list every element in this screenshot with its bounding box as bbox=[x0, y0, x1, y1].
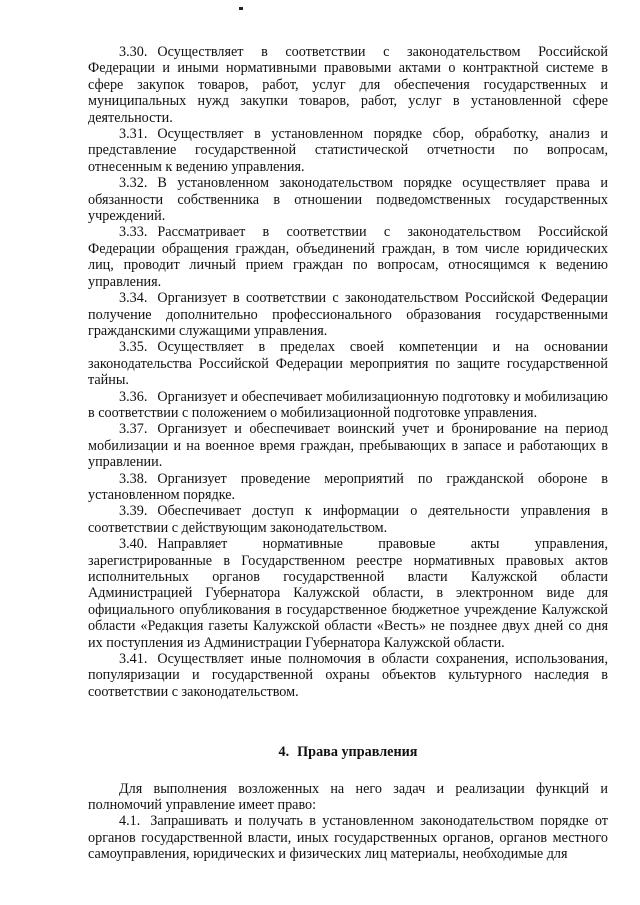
paragraph-text: Осуществляет в пределах своей компетенции и на основании законодательства Российской Федерации мероприятия по защите государственной тайны. bbox=[88, 339, 608, 389]
paragraph-text: Осуществляет в установленном порядке сбор, обработку, анализ и представление государственной статистической отчетности по вопросам, отнесенным к ведению управления. bbox=[88, 126, 608, 175]
paragraph-number: 3.41. bbox=[119, 651, 148, 668]
paragraph-4-1 bbox=[88, 813, 608, 862]
paragraph-text: Организует и обеспечивает воинский учет и бронирование на период мобилизации и на военное время граждан, пребывающих в запасе и работающих в управлении. bbox=[88, 421, 608, 471]
section-title: Права управления bbox=[297, 744, 418, 761]
section-4-heading bbox=[88, 744, 608, 760]
paragraph-number: 3.40. bbox=[119, 536, 148, 553]
paragraph-text: Организует проведение мероприятий по гражданской обороне в установленном порядке. bbox=[88, 470, 608, 503]
paragraph-text: В установленном законодательством порядке осуществляет права и обязанности собственника в отношении подведомственных государственных учреждений. bbox=[88, 175, 608, 225]
paragraph-text: Обеспечивает доступ к информации о деятельности управления в соответствии с действующим законодательством. bbox=[88, 503, 608, 536]
section-4-intro: Для выполнения возложенных на него задач и реализации функций и полномочий управление имеет право: bbox=[88, 780, 608, 814]
paragraph-number: 3.33. bbox=[119, 224, 148, 241]
document-body bbox=[88, 44, 608, 863]
paragraph-number: 3.38. bbox=[119, 470, 148, 487]
paragraph-3-40 bbox=[88, 536, 608, 651]
paragraph-number: 3.34. bbox=[119, 290, 148, 307]
paragraph-3-30 bbox=[88, 44, 608, 126]
paragraph-number: 3.39. bbox=[119, 503, 148, 520]
paragraph-number: 3.35. bbox=[119, 339, 148, 356]
paragraph-text: Организует и обеспечивает мобилизационную подготовку и мобилизацию в соответствии с положением о мобилизационной подготовке управления. bbox=[88, 388, 608, 421]
paragraph-number: 3.37. bbox=[119, 421, 148, 438]
paragraph-number: 3.32. bbox=[119, 175, 148, 192]
paragraph-3-34 bbox=[88, 290, 608, 339]
section-3-list bbox=[88, 44, 608, 700]
paragraph-number: 4.1. bbox=[119, 813, 141, 830]
paragraph-3-33 bbox=[88, 224, 608, 290]
paragraph-3-39 bbox=[88, 503, 608, 536]
paragraph-3-38 bbox=[88, 471, 608, 504]
section-number: 4. bbox=[278, 744, 290, 761]
scan-mark bbox=[239, 7, 243, 10]
paragraph-text: Осуществляет в соответствии с законодательством Российской Федерации и иными нормативными правовыми актами о контрактной системе в сфере закупок товаров, работ, услуг для обеспечения государственных и муниципальных нужд закупки товаров, работ, услуг в установленной сфере деятельности. bbox=[88, 44, 608, 126]
paragraph-3-35 bbox=[88, 339, 608, 388]
paragraph-3-41 bbox=[88, 651, 608, 700]
paragraph-number: 3.30. bbox=[119, 44, 148, 60]
paragraph-3-36 bbox=[88, 389, 608, 422]
paragraph-text: Рассматривает в соответствии с законодательством Российской Федерации обращения граждан, объединений граждан, в том числе юридических лиц, проводит личный прием граждан по вопросам, относящимся к ведению управления. bbox=[88, 224, 608, 290]
paragraph-text: Направляет нормативные правовые акты управления, зарегистрированные в Государственном реестре нормативных правовых актов исполнительных органов государственной власти Калужской области Администрацией Губернатора Калужской области, в электронном виде для официального опубликования в государственное бюджетное учреждение Калужской области «Редакция газеты Калужской области «Весть» не позднее двух дней со дня их поступления из Администрации Губернатора Калужской области. bbox=[88, 536, 608, 651]
paragraph-text: Запрашивать и получать в установленном законодательством порядке от органов государственной власти, иных государственных органов, органов местного самоуправления, юридических и физических лиц материалы, необходимые для bbox=[88, 813, 608, 863]
paragraph-3-37 bbox=[88, 421, 608, 470]
paragraph-3-31 bbox=[88, 126, 608, 175]
paragraph-text: Организует в соответствии с законодательством Российской Федерации получение дополнительно профессионального образования государственными гражданскими служащими управления. bbox=[88, 290, 608, 339]
paragraph-text: Осуществляет иные полномочия в области сохранения, использования, популяризации и государственной охраны объектов культурного наследия в соответствии с законодательством. bbox=[88, 651, 608, 700]
paragraph-number: 3.36. bbox=[119, 388, 148, 405]
paragraph-number: 3.31. bbox=[119, 126, 148, 143]
paragraph-3-32 bbox=[88, 175, 608, 224]
